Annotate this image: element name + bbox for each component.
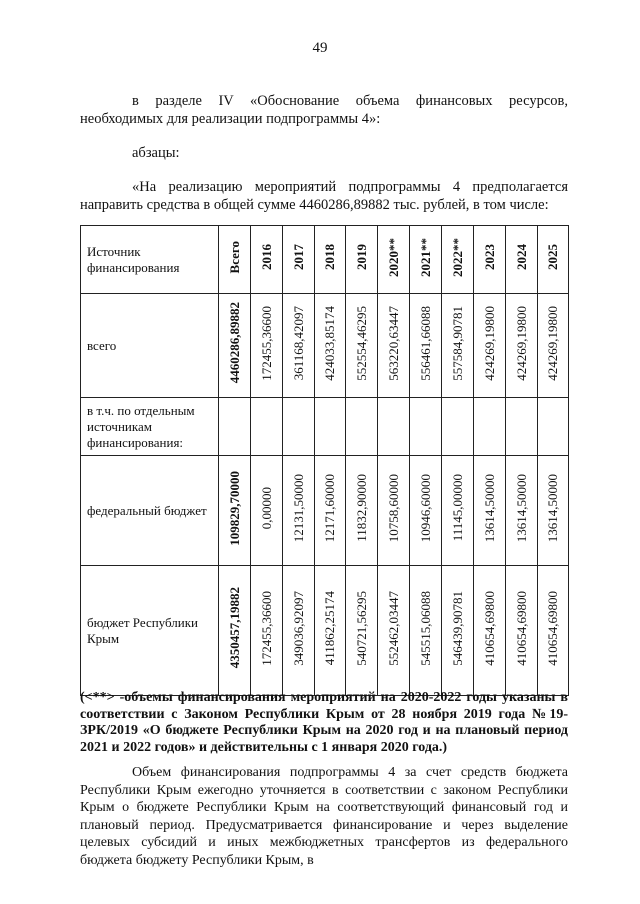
year-value: 10946,60000 — [417, 473, 433, 543]
value-cell — [538, 456, 569, 566]
value-cell — [251, 398, 283, 456]
value-cell — [251, 294, 283, 398]
column-header-6 — [410, 226, 442, 294]
value-cell — [442, 566, 474, 696]
value-cell — [474, 398, 506, 456]
value-cell — [346, 456, 378, 566]
column-header-label: 2025 — [545, 244, 560, 270]
year-value: 11832,90000 — [353, 474, 369, 542]
value-cell — [474, 456, 506, 566]
row-label: всего — [81, 294, 219, 398]
value-cell — [315, 566, 346, 696]
year-value: 12171,60000 — [322, 473, 337, 543]
value-cell — [378, 398, 410, 456]
year-value: 540721,56295 — [353, 590, 369, 666]
value-cell — [442, 456, 474, 566]
value-cell — [315, 398, 346, 456]
year-value: 410654,69800 — [513, 590, 529, 666]
value-cell — [283, 398, 315, 456]
value-cell — [410, 398, 442, 456]
total-value: 4350457,19882 — [226, 587, 242, 669]
value-cell — [283, 294, 315, 398]
value-cell — [506, 294, 538, 398]
year-value: 424269,19800 — [545, 305, 560, 381]
column-header-label: 2024 — [513, 244, 529, 270]
column-header-label: 2018 — [322, 244, 337, 270]
column-header-label: 2017 — [290, 244, 306, 270]
year-value: 546439,90781 — [449, 590, 465, 666]
value-cell — [378, 456, 410, 566]
column-header-7 — [442, 226, 474, 294]
intro-subheading: абзацы: — [132, 145, 180, 161]
column-header-label: Всего — [226, 240, 242, 274]
table-header-row — [81, 226, 569, 294]
value-cell — [346, 566, 378, 696]
year-value: 563220,63447 — [385, 305, 401, 381]
row-label: бюджет Республики Крым — [81, 566, 219, 696]
year-value: 411862,25174 — [322, 590, 337, 666]
row-crimea-budget — [81, 566, 569, 696]
year-value: 424269,19800 — [513, 305, 529, 381]
column-header-0 — [219, 226, 251, 294]
value-cell — [538, 566, 569, 696]
row-label: в т.ч. по отдельным источникам финансирования: — [81, 398, 219, 456]
year-value: 12131,50000 — [290, 473, 306, 543]
column-header-8 — [474, 226, 506, 294]
value-cell — [442, 294, 474, 398]
value-cell — [538, 294, 569, 398]
row-label: федеральный бюджет — [81, 456, 219, 566]
year-value: 13614,50000 — [481, 473, 497, 543]
year-value: 410654,69800 — [481, 590, 497, 666]
value-cell — [346, 294, 378, 398]
page-number: 49 — [312, 40, 328, 56]
column-header-label: 2021** — [417, 237, 433, 277]
column-header-label: 2019 — [353, 244, 369, 270]
column-header-3 — [315, 226, 346, 294]
year-value: 11145,00000 — [449, 474, 465, 542]
column-header-label: 2023 — [481, 244, 497, 270]
year-value: 0,00000 — [258, 486, 274, 530]
column-header-5 — [378, 226, 410, 294]
total-value: 109829,70000 — [226, 470, 242, 546]
value-cell — [283, 456, 315, 566]
row-total — [81, 294, 569, 398]
value-cell — [251, 566, 283, 696]
value-cell — [219, 398, 251, 456]
value-cell — [474, 566, 506, 696]
column-header-1 — [251, 226, 283, 294]
value-cell — [442, 398, 474, 456]
value-cell — [378, 294, 410, 398]
value-cell — [506, 398, 538, 456]
year-value: 361168,42097 — [290, 305, 306, 381]
year-value: 545515,06088 — [417, 590, 433, 666]
value-cell — [410, 456, 442, 566]
column-header-label: 2020** — [385, 237, 401, 277]
value-cell — [219, 294, 251, 398]
intro-funding-text: «На реализацию мероприятий подпрограммы 4 предполагается направить средства в общей сумме 4460286,89882 тыс. рублей, в том числе: — [80, 179, 568, 213]
year-value: 552554,46295 — [353, 305, 369, 381]
year-value: 424033,85174 — [322, 305, 337, 381]
total-value: 4460286,89882 — [226, 302, 242, 384]
year-value: 552462,03447 — [385, 590, 401, 666]
year-value: 349036,92097 — [290, 590, 306, 666]
closing-paragraph: Объем финансирования подпрограммы 4 за счет средств бюджета Республики Крым ежегодно уточняется в соответствии с законом Республики Крым о бюджете Республики Крым на соответствующий финансовый год и плановый период. Предусматривается финансирование и через выделение целевых субсидий и иных межбюджетных трансфертов из федерального бюджета бюджету Республики Крым, в — [80, 765, 568, 868]
value-cell — [315, 294, 346, 398]
year-value: 10758,60000 — [385, 473, 401, 543]
source-header-cell: Источник финансирования — [81, 226, 219, 294]
column-header-10 — [538, 226, 569, 294]
year-value: 172455,36600 — [258, 590, 274, 666]
column-header-label: 2016 — [258, 244, 274, 270]
year-value: 172455,36600 — [258, 305, 274, 381]
year-value: 424269,19800 — [481, 305, 497, 381]
value-cell — [410, 294, 442, 398]
value-cell — [538, 398, 569, 456]
year-value: 556461,66088 — [417, 305, 433, 381]
footnote: (<**> -объемы финансирования мероприятий на 2020-2022 годы указаны в соответствии с Законом Республики Крым от 28 ноября 2019 года №19-ЗРК/2019 «О бюджете Республики Крым на 2020 год и на плановый период 2021 и 2022 годов» и действительны с 1 января 2020 года.) — [80, 690, 568, 755]
year-value: 410654,69800 — [545, 590, 560, 666]
value-cell — [283, 566, 315, 696]
row-federal-budget — [81, 456, 569, 566]
funding-table — [80, 225, 569, 696]
value-cell — [251, 456, 283, 566]
row-subheading — [81, 398, 569, 456]
value-cell — [474, 294, 506, 398]
column-header-4 — [346, 226, 378, 294]
column-header-label: 2022** — [449, 237, 465, 277]
value-cell — [506, 566, 538, 696]
column-header-2 — [283, 226, 315, 294]
value-cell — [219, 456, 251, 566]
year-value: 13614,50000 — [513, 473, 529, 543]
value-cell — [315, 456, 346, 566]
value-cell — [219, 566, 251, 696]
column-header-9 — [506, 226, 538, 294]
value-cell — [346, 398, 378, 456]
intro-paragraph: в разделе IV «Обоснование объема финансовых ресурсов, необходимых для реализации подпрограммы 4»: — [80, 93, 568, 127]
value-cell — [410, 566, 442, 696]
value-cell — [378, 566, 410, 696]
year-value: 557584,90781 — [449, 305, 465, 381]
value-cell — [506, 456, 538, 566]
year-value: 13614,50000 — [545, 473, 560, 543]
